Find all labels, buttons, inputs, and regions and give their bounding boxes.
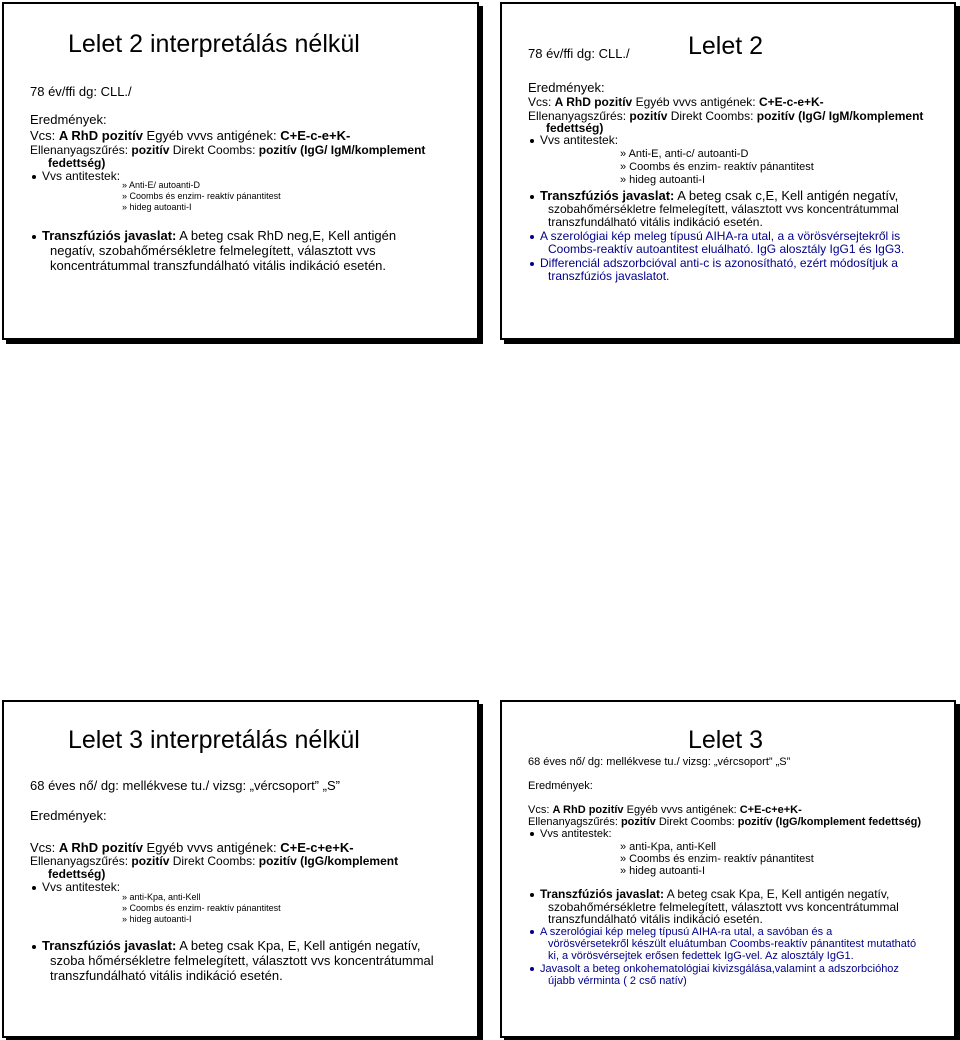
note-text: Javasolt a beteg onkohematológiai kivizsgálása,valamint a adszorbcióhoz [540, 963, 899, 975]
blood-group-line [30, 128, 350, 143]
screen-prefix: Ellenanyagszűrés: [528, 816, 621, 828]
antibody-item: » hideg autoanti-I [620, 865, 706, 877]
results-label: Eredmények: [528, 80, 605, 95]
slide-lelet3-uninterpreted [2, 700, 479, 1038]
antibody-item: » Anti-E, anti-c/ autoanti-D [620, 148, 749, 160]
vcs-antigens: C+E-c+e+K- [739, 804, 802, 816]
vcs-rhd: A RhD pozitív [58, 128, 143, 143]
bullet-icon [530, 930, 534, 934]
transfusion-label: Transzfúziós javaslat: [42, 228, 177, 243]
screen-prefix: Ellenanyagszűrés: [30, 143, 132, 157]
transfusion-line-1 [32, 228, 396, 243]
slide-lelet2-uninterpreted [2, 2, 479, 340]
note-aiha-line-2: vörösvérsetekről készült eluátumban Coombs-reaktív pánantitest mutatható [548, 938, 917, 950]
vcs-prefix: Vcs: [528, 804, 553, 816]
antibodies-label [32, 881, 120, 894]
screen-result: pozitív [131, 854, 170, 868]
vcs-prefix: Vcs: [30, 128, 59, 143]
results-label: Eredmények: [30, 112, 107, 127]
antibodies-label [32, 170, 120, 183]
vcs-other-label: Egyéb vvvs antigének: [623, 804, 740, 816]
antibody-item: » anti-Kpa, anti-Kell [122, 892, 201, 902]
antibody-item: » Coombs és enzim- reaktív pánantitest [620, 161, 814, 173]
bullet-icon [32, 175, 36, 179]
transfusion-text: A beteg csak Kpa, E, Kell antigén negatív, [176, 938, 421, 953]
slide-title: Lelet 3 [688, 726, 764, 754]
transfusion-line-2: szobahőmérsékletre felmelegített, választott vvs koncentrátummal [548, 900, 899, 914]
dat-label: Direkt Coombs: [655, 816, 738, 828]
transfusion-text: A beteg csak c,E, Kell antigén negatív, [674, 188, 899, 203]
dat-result: pozitív (IgG/komplement fedettség) [737, 816, 922, 828]
vcs-antigens: C+E-c+e+K- [280, 840, 354, 855]
antibody-item: » hideg autoanti-I [122, 914, 192, 924]
screen-result: pozitív [629, 109, 668, 123]
vcs-rhd: A RhD pozitív [552, 804, 624, 816]
slide-lelet2 [500, 2, 956, 340]
results-label: Eredmények: [528, 780, 593, 792]
vcs-antigens: C+E-c-e+K- [280, 128, 351, 143]
screen-result: pozitív [131, 143, 170, 157]
note-workup-line-2: újabb vérminta ( 2 cső natív) [548, 975, 687, 987]
antibody-item: » hideg autoanti-I [620, 174, 706, 186]
antibodies-label [530, 134, 618, 147]
transfusion-line-2: negatív, szobahőmérsékletre felmelegített, választott vvs [50, 243, 376, 258]
transfusion-line-3: transzfundálható vitális indikáció esetén. [548, 215, 763, 229]
antibody-item: » Coombs és enzim- reaktív pánantitest [620, 853, 814, 865]
results-label: Eredmények: [30, 808, 107, 823]
vcs-antigens: C+E-c-e+K- [758, 95, 824, 109]
transfusion-text: A beteg csak Kpa, E, Kell antigén negatív, [664, 887, 890, 901]
vcs-rhd: A RhD pozitív [554, 95, 633, 109]
blood-group-line [528, 96, 824, 109]
screen-prefix: Ellenanyagszűrés: [30, 854, 132, 868]
dat-result: pozitív (IgG/ IgM/komplement [756, 109, 924, 123]
note-text: A szerológiai kép meleg típusú AIHA-ra utal, a a vörösvérsejtekről is [540, 229, 901, 243]
dat-result-cont: fedettség) [48, 156, 106, 170]
transfusion-line-1 [530, 188, 898, 203]
vcs-prefix: Vcs: [528, 95, 555, 109]
note-aiha-line-2: Coombs-reaktív autoantitest eluálható. IgG alosztály IgG1 és IgG3. [548, 242, 905, 256]
bullet-icon [530, 235, 534, 239]
slide-title: Lelet 2 interpretálás nélkül [68, 30, 360, 58]
slide-title: Lelet 3 interpretálás nélkül [68, 726, 360, 754]
patient-info: 78 év/ffi dg: CLL./ [528, 46, 630, 61]
bullet-icon [530, 893, 534, 897]
bullet-icon [530, 832, 534, 836]
bullet-icon [32, 945, 36, 949]
antibody-item: » anti-Kpa, anti-Kell [620, 841, 716, 853]
bullet-icon [530, 262, 534, 266]
dat-result: pozitív (IgG/ IgM/komplement [258, 143, 426, 157]
bullet-icon [32, 886, 36, 890]
antibodies-label-text: Vvs antitestek: [42, 880, 121, 894]
transfusion-line-3: transzfundálható vitális indikáció esetén. [548, 912, 763, 926]
antibodies-label [530, 828, 612, 841]
transfusion-text: A beteg csak RhD neg,E, Kell antigén [176, 228, 397, 243]
dat-result-cont: fedettség) [48, 867, 106, 881]
patient-info: 68 éves nő/ dg: mellékvese tu./ vizsg: „vércsoport” „S” [30, 778, 340, 793]
antibodies-label-text: Vvs antitestek: [540, 133, 619, 147]
vcs-rhd: A RhD pozitív [58, 840, 143, 855]
dat-label: Direkt Coombs: [169, 854, 259, 868]
antibodies-label-text: Vvs antitestek: [42, 169, 121, 183]
transfusion-line-2: szobahőmérsékletre felmelegített, választott vvs koncentrátummal [548, 202, 899, 216]
transfusion-line-2: szoba hőmérsékletre felmelegített, választott vvs koncentrátummal [50, 953, 434, 968]
antibody-item: » Coombs és enzim- reaktív pánantitest [122, 903, 281, 913]
bullet-icon [530, 967, 534, 971]
vcs-other-label: Egyéb vvvs antigének: [632, 95, 759, 109]
patient-info: 78 év/ffi dg: CLL./ [30, 84, 132, 99]
antibody-item: » Coombs és enzim- reaktív pánantitest [122, 191, 281, 201]
vcs-other-label: Egyéb vvvs antigének: [142, 128, 281, 143]
vcs-prefix: Vcs: [30, 840, 59, 855]
note-text: Differenciál adszorbcióval anti-c is azonosítható, ezért módosítjuk a [540, 256, 898, 270]
dat-label: Direkt Coombs: [667, 109, 757, 123]
note-aiha-line-3: ki, a vörösvérsejtek erősen fedettek IgG-vel. Az alosztály IgG1. [548, 950, 854, 962]
slide-title: Lelet 2 [688, 32, 764, 60]
bullet-icon [530, 195, 534, 199]
bullet-icon [32, 235, 36, 239]
dat-label: Direkt Coombs: [169, 143, 259, 157]
transfusion-line-1 [32, 938, 420, 953]
transfusion-label: Transzfúziós javaslat: [540, 887, 665, 901]
antibody-item: » hideg autoanti-I [122, 202, 192, 212]
dat-result-cont: fedettség) [546, 121, 604, 135]
screen-result: pozitív [620, 816, 656, 828]
vcs-other-label: Egyéb vvvs antigének: [142, 840, 281, 855]
transfusion-label: Transzfúziós javaslat: [540, 188, 675, 203]
transfusion-label: Transzfúziós javaslat: [42, 938, 177, 953]
bullet-icon [530, 139, 534, 143]
blood-group-line [30, 840, 354, 855]
dat-result: pozitív (IgG/komplement [258, 854, 399, 868]
transfusion-line-3: koncentrátummal transzfundálható vitális indikáció esetén. [50, 258, 387, 273]
note-text: A szerológiai kép meleg típusú AIHA-ra utal, a savóban és a [540, 926, 833, 938]
screen-prefix: Ellenanyagszűrés: [528, 109, 630, 123]
transfusion-line-3: transzfundálható vitális indikáció esetén. [50, 968, 283, 983]
antibody-item: » Anti-E/ autoanti-D [122, 180, 201, 190]
antibodies-label-text: Vvs antitestek: [540, 828, 612, 840]
note-adsorption-line-2: transzfúziós javaslatot. [548, 269, 670, 283]
patient-info: 68 éves nő/ dg: mellékvese tu./ vizsg: „vércsoport” „S” [528, 756, 791, 768]
slide-lelet3 [500, 700, 956, 1038]
